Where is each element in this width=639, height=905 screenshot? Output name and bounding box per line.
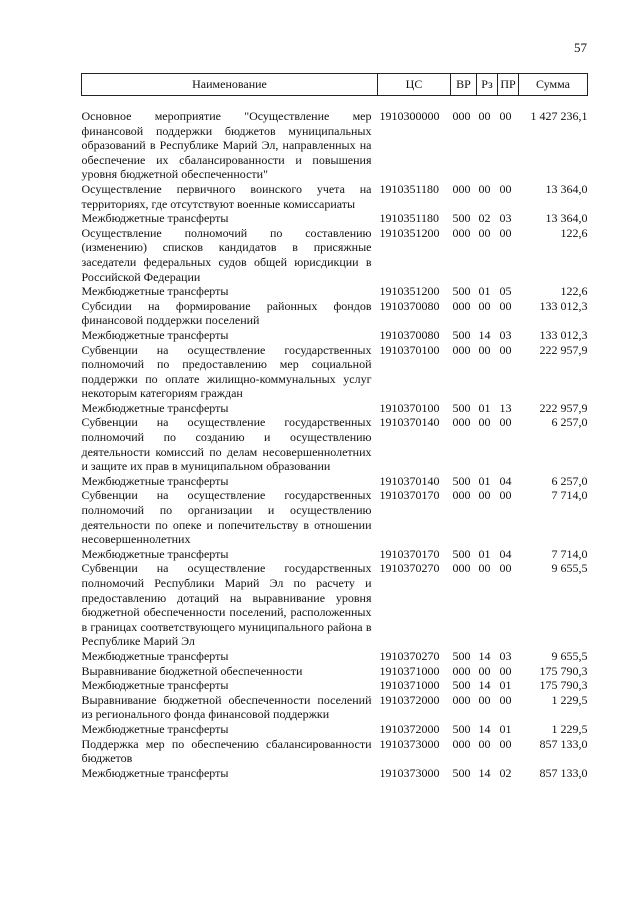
row-sum: 133 012,3	[539, 298, 588, 313]
row-rz: 01	[478, 473, 491, 488]
table-row	[82, 226, 588, 284]
row-name: Субвенции на осуществление государственных полномочий по организации и осуществлению деятельности по опеке и попечительству в отношении несовершеннолетних	[81, 488, 372, 547]
budget-table	[81, 73, 588, 780]
row-sum: 857 133,0	[539, 765, 588, 780]
row-cs: 1910370170	[379, 488, 440, 503]
table-row	[82, 693, 588, 722]
row-rz: 00	[478, 109, 491, 123]
row-sum: 9 655,5	[551, 648, 588, 663]
row-pr: 03	[499, 211, 512, 226]
row-cs: 1910370140	[379, 473, 440, 488]
row-rz: 01	[478, 546, 491, 561]
row-cs: 1910370100	[379, 400, 440, 415]
row-name: Осуществление полномочий по составлению (изменению) списков кандидатов в присяжные заседатели федеральных судов общей юрисдикции в Российской Федерации	[81, 225, 372, 284]
table-row	[82, 649, 588, 664]
row-sum: 175 790,3	[539, 663, 588, 678]
row-rz: 00	[478, 181, 491, 196]
page-number: 57	[574, 40, 587, 55]
table-row	[82, 284, 588, 299]
row-name: Межбюджетные трансферты	[81, 546, 229, 561]
row-sum: 222 957,9	[539, 342, 588, 357]
row-vr: 000	[452, 342, 471, 357]
header-pr: ПР	[498, 74, 519, 96]
table-row	[82, 343, 588, 401]
row-cs: 1910373000	[379, 736, 440, 751]
table-row	[82, 96, 588, 182]
row-sum: 857 133,0	[539, 736, 588, 751]
row-pr: 13	[499, 400, 512, 415]
table-row	[82, 211, 588, 226]
row-name: Выравнивание бюджетной обеспеченности	[81, 663, 303, 678]
row-name: Межбюджетные трансферты	[81, 765, 229, 780]
row-cs: 1910351200	[379, 225, 440, 240]
header-name: Наименование	[82, 74, 378, 96]
row-name: Субвенции на осуществление государственных полномочий по созданию и осуществлению деятельности комиссий по делам несовершеннолетних и защите их прав в муниципальном образовании	[81, 415, 372, 474]
row-vr: 500	[452, 284, 471, 299]
table-row	[82, 182, 588, 211]
row-rz: 14	[478, 678, 491, 693]
row-pr: 00	[499, 561, 512, 576]
row-pr: 00	[499, 225, 512, 240]
table-row	[82, 678, 588, 693]
row-cs: 1910351200	[379, 284, 440, 299]
row-cs: 1910371000	[379, 663, 440, 678]
row-pr: 00	[499, 488, 512, 503]
row-vr: 500	[452, 400, 471, 415]
row-vr: 500	[452, 546, 471, 561]
row-pr: 03	[499, 327, 512, 342]
row-name: Субсидии на формирование районных фондов финансовой поддержки поселений	[81, 298, 372, 328]
row-cs: 1910370080	[379, 298, 440, 313]
header-rz: Рз	[477, 74, 498, 96]
row-vr: 500	[452, 648, 471, 663]
table-row	[82, 664, 588, 679]
row-vr: 500	[452, 678, 471, 693]
row-pr: 00	[499, 736, 512, 751]
row-pr: 01	[499, 678, 512, 693]
row-name: Основное мероприятие "Осуществление мер финансовой поддержки бюджетов муниципальных образований в Республике Марий Эл, направленных на обеспечение их сбалансированности и повышения уровня бюджетной обеспеченности"	[81, 109, 372, 182]
row-name: Межбюджетные трансферты	[81, 648, 229, 663]
row-vr: 500	[452, 473, 471, 488]
row-cs: 1910371000	[379, 678, 440, 693]
row-vr: 000	[452, 692, 471, 707]
row-cs: 1910370270	[379, 648, 440, 663]
table-row	[82, 766, 588, 781]
row-rz: 00	[478, 342, 491, 357]
row-vr: 000	[452, 736, 471, 751]
row-name: Осуществление первичного воинского учета на территориях, где отсутствуют военные комиссариаты	[81, 181, 372, 211]
header-sum: Сумма	[519, 74, 588, 96]
row-rz: 00	[478, 663, 491, 678]
row-vr: 000	[452, 181, 471, 196]
row-vr: 500	[452, 721, 471, 736]
row-cs: 1910370140	[379, 415, 440, 430]
row-rz: 01	[478, 284, 491, 299]
row-sum: 222 957,9	[539, 400, 588, 415]
table-row	[82, 722, 588, 737]
row-pr: 00	[499, 342, 512, 357]
row-sum: 1 229,5	[551, 721, 588, 736]
row-rz: 00	[478, 736, 491, 751]
row-name: Межбюджетные трансферты	[81, 211, 229, 226]
row-sum: 7 714,0	[551, 488, 588, 503]
row-sum: 122,6	[560, 284, 588, 299]
row-name: Поддержка мер по обеспечению сбалансированности бюджетов	[81, 736, 372, 766]
row-name: Межбюджетные трансферты	[81, 327, 229, 342]
row-cs: 1910351180	[379, 181, 440, 196]
row-vr: 000	[452, 561, 471, 576]
table-row	[82, 415, 588, 473]
row-sum: 13 364,0	[545, 181, 588, 196]
table-body	[82, 96, 588, 781]
row-pr: 00	[499, 692, 512, 707]
row-pr: 00	[499, 415, 512, 430]
row-pr: 05	[499, 284, 512, 299]
row-pr: 00	[499, 181, 512, 196]
row-cs: 1910370080	[379, 327, 440, 342]
table-row	[82, 299, 588, 328]
row-pr: 00	[499, 109, 512, 123]
row-rz: 00	[478, 415, 491, 430]
row-rz: 02	[478, 211, 491, 226]
row-cs: 1910300000	[379, 109, 440, 123]
row-sum: 6 257,0	[551, 415, 588, 430]
row-pr: 00	[499, 663, 512, 678]
row-vr: 000	[452, 415, 471, 430]
row-pr: 02	[499, 765, 512, 780]
table-row	[82, 474, 588, 489]
row-cs: 1910372000	[379, 692, 440, 707]
row-rz: 00	[478, 692, 491, 707]
row-cs: 1910370270	[379, 561, 440, 576]
table-row	[82, 488, 588, 546]
header-cs: ЦС	[378, 74, 451, 96]
row-name: Межбюджетные трансферты	[81, 284, 229, 299]
row-rz: 14	[478, 765, 491, 780]
row-cs: 1910370100	[379, 342, 440, 357]
row-cs: 1910373000	[379, 765, 440, 780]
row-name: Межбюджетные трансферты	[81, 400, 229, 415]
row-sum: 1 427 236,1	[530, 109, 588, 123]
row-vr: 000	[452, 663, 471, 678]
row-vr: 000	[452, 225, 471, 240]
table-row	[82, 547, 588, 562]
row-cs: 1910370170	[379, 546, 440, 561]
row-pr: 01	[499, 721, 512, 736]
row-vr: 500	[452, 327, 471, 342]
row-rz: 01	[478, 400, 491, 415]
row-sum: 6 257,0	[551, 473, 588, 488]
row-pr: 04	[499, 546, 512, 561]
row-vr: 000	[452, 298, 471, 313]
table-header	[82, 74, 588, 96]
row-name: Субвенции на осуществление государственных полномочий Республики Марий Эл по расчету и предоставлению дотаций на выравнивание уровня бюджетной обеспеченности поселений, расположенных в границах соответствующего муниципального района в Республике Марий Эл	[81, 561, 372, 649]
row-vr: 000	[452, 488, 471, 503]
table-row	[82, 328, 588, 343]
row-sum: 9 655,5	[551, 561, 588, 576]
row-rz: 00	[478, 298, 491, 313]
header-vr: ВР	[451, 74, 477, 96]
row-name: Субвенции на осуществление государственных полномочий по предоставлению мер социальной поддержки по оплате жилищно-коммунальных услуг некоторым категориям граждан	[81, 342, 372, 401]
row-rz: 14	[478, 327, 491, 342]
row-name: Межбюджетные трансферты	[81, 473, 229, 488]
row-name: Межбюджетные трансферты	[81, 721, 229, 736]
row-rz: 14	[478, 648, 491, 663]
row-pr: 04	[499, 473, 512, 488]
row-sum: 1 229,5	[551, 692, 588, 707]
row-vr: 500	[452, 765, 471, 780]
row-sum: 7 714,0	[551, 546, 588, 561]
table-row	[82, 401, 588, 416]
row-name: Выравнивание бюджетной обеспеченности поселений из регионального фонда финансовой поддержки	[81, 692, 372, 722]
row-cs: 1910351180	[379, 211, 440, 226]
row-rz: 00	[478, 488, 491, 503]
table-row	[82, 561, 588, 649]
row-pr: 00	[499, 298, 512, 313]
row-rz: 14	[478, 721, 491, 736]
row-vr: 000	[452, 109, 471, 123]
row-sum: 122,6	[560, 225, 588, 240]
row-pr: 03	[499, 648, 512, 663]
row-name: Межбюджетные трансферты	[81, 678, 229, 693]
row-vr: 500	[452, 211, 471, 226]
table-row	[82, 737, 588, 766]
row-rz: 00	[478, 225, 491, 240]
row-sum: 175 790,3	[539, 678, 588, 693]
row-cs: 1910372000	[379, 721, 440, 736]
row-rz: 00	[478, 561, 491, 576]
row-sum: 133 012,3	[539, 327, 588, 342]
row-sum: 13 364,0	[545, 211, 588, 226]
